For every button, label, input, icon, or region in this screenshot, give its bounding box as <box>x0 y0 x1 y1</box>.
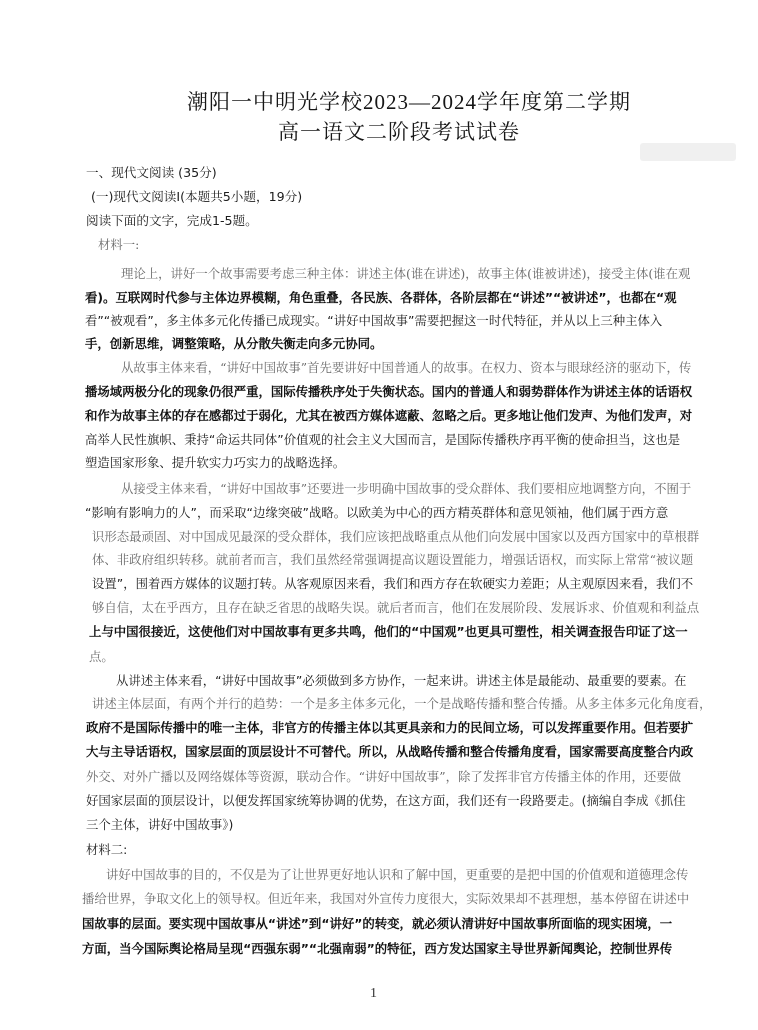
body-line: 从故事主体来看，“讲好中国故事”首先要讲好中国普通人的故事。在权力、资本与眼球经济的驱动下，传 <box>121 360 692 375</box>
body-line: 方面，当今国际舆论格局呈现“西强东弱”“北强南弱”的特征，西方发达国家主导世界新闻舆论，控制世界传 <box>82 941 673 956</box>
material1-label: 材料一: <box>98 237 140 252</box>
body-line: 讲述主体层面，有两个并行的趋势：一个是多主体多元化，一个是战略传播和整合传播。从多主体多元化角度看， <box>92 696 712 711</box>
body-line: 好国家层面的顶层设计，以便发挥国家统筹协调的优势，在这方面，我们还有一段路要走。(摘编自李成《抓住 <box>86 793 686 808</box>
body-line: 识形态最顽固、对中国成见最深的受众群体，我们应该把战略重点从他们向发展中国家以及西方国家中的草根群 <box>92 529 700 544</box>
body-line: 体、非政府组织转移。就前者而言，我们虽然经常强调提高议题设置能力，增强话语权，而实际上常常“被议题 <box>92 552 694 567</box>
sub-heading: (一)现代文阅读Ⅰ(本题共5小题，19分) <box>91 189 303 204</box>
material2-label: 材料二: <box>86 842 128 857</box>
body-line: 政府不是国际传播中的唯一主体，非官方的传播主体以其更具亲和力的民间立场，可以发挥重要作用。但若要扩 <box>86 720 694 735</box>
body-line: 播场域两极分化的现象仍很严重，国际传播秩序处于失衡状态。国内的普通人和弱势群体作为讲述主体的话语权 <box>85 384 693 399</box>
body-line: 理论上，讲好一个故事需要考虑三种主体：讲述主体(谁在讲述)，故事主体(谁被讲述)，接受主体(谁在观 <box>121 266 691 281</box>
body-line: 点。 <box>89 649 114 664</box>
body-line: 外交、对外广播以及网络媒体等资源，联动合作。“讲好中国故事”，除了发挥非官方传播主体的作用，还要做 <box>86 769 682 784</box>
body-line: 看”“被观看”，多主体多元化传播已成现实。“讲好中国故事”需要把握这一时代特征，并从以上三种主体入 <box>85 313 663 328</box>
exam-title-line1: 潮阳一中明光学校2023—2024学年度第二学期 <box>187 90 631 114</box>
body-line: 从接受主体来看，“讲好中国故事”还要进一步明确中国故事的受众群体、我们要相应地调整方向，不囿于 <box>121 481 692 496</box>
body-line: 高举人民性旗帜、秉持“命运共同体”价值观的社会主义大国而言，是国际传播秩序再平衡的使命担当，这也是 <box>85 432 681 447</box>
body-line: 看)。互联网时代参与主体边界模糊，角色重叠，各民族、各群体，各阶层都在“讲述”“被讲述”，也都在“观 <box>85 290 677 305</box>
body-line: 大与主导话语权，国家层面的顶层设计不可替代。所以，从战略传播和整合传播角度看，国家需要高度整合内政 <box>86 744 694 759</box>
instruction: 阅读下面的文字，完成1-5题。 <box>86 213 258 228</box>
body-line: 手，创新思维，调整策略，从分散失衡走向多元协同。 <box>85 336 383 351</box>
section-heading: 一、现代文阅读 (35分) <box>86 165 217 180</box>
page-number: 1 <box>370 986 377 1001</box>
body-line: “影响有影响力的人”，而采取“边缘突破”战略。以欧美为中心的西方精英群体和意见领袖，他们属于西方意 <box>85 505 669 520</box>
body-line: 设置”，围着西方媒体的议题打转。从客观原因来看，我们和西方存在软硬实力差距；从主观原因来看，我们不 <box>92 576 694 591</box>
exam-title-line2: 高一语文二阶段考试试卷 <box>278 120 520 144</box>
body-line: 从讲述主体来看，“讲好中国故事”必须做到多方协作，一起来讲。讲述主体是最能动、最重要的要素。在 <box>116 673 687 688</box>
body-line: 够自信，太在乎西方，且存在缺乏省思的战略失误。就后者而言，他们在发展阶段、发展诉求、价值观和利益点 <box>92 600 700 615</box>
body-line: 国故事的层面。要实现中国故事从“讲述”到“讲好”的转变，就必须认清讲好中国故事所面临的现实困境，一 <box>82 916 673 931</box>
body-line: 讲好中国故事的目的，不仅是为了让世界更好地认识和了解中国，更重要的是把中国的价值观和道德理念传 <box>106 867 689 882</box>
body-line: 塑造国家形象、提升软实力巧实力的战略选择。 <box>85 455 346 470</box>
body-line: 上与中国很接近，这使他们对中国故事有更多共鸣，他们的“中国观”也更具可塑性，相关调查报告印证了这一 <box>89 624 688 639</box>
body-line: 播给世界，争取文化上的领导权。但近年来，我国对外宣传力度很大，实际效果却不甚理想，基本停留在讲述中 <box>82 891 690 906</box>
scan-smudge <box>640 143 736 161</box>
body-line: 三个主体，讲好中国故事》) <box>86 817 234 832</box>
body-line: 和作为故事主体的存在感都过于弱化，尤其在被西方媒体遮蔽、忽略之后。更多地让他们发声、为他们发声，对 <box>85 408 693 423</box>
